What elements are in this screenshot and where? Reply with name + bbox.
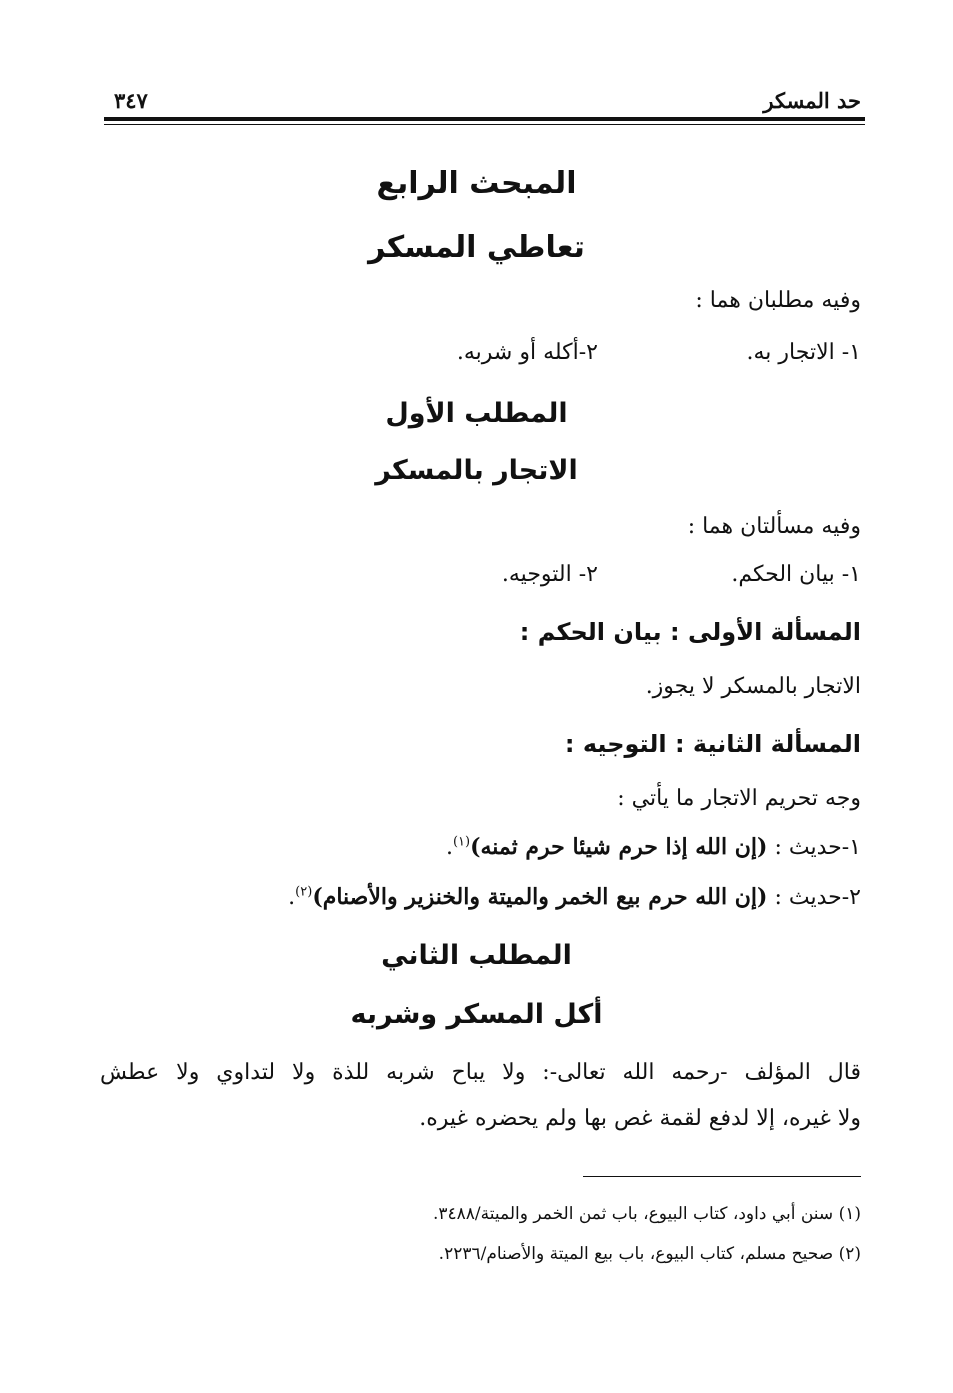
matlab-2-title: المطلب الثاني — [381, 940, 572, 971]
running-header — [108, 88, 861, 114]
matlab-1-intro: وفيه مسألتان هما : — [687, 514, 861, 539]
intro-item-2: ٢-أكله أو شربه. — [456, 340, 598, 365]
hadith-2-text: (إن الله حرم بيع الخمر والميتة والخنزير والأصنام) — [312, 884, 768, 910]
footnote-1: (١) سنن أبي داود، كتاب البيوع، باب ثمن الخمر والميتة/٣٤٨٨. — [432, 1204, 861, 1224]
section-subtitle: تعاطي المسكر — [368, 230, 585, 265]
running-title: حد المسكر — [763, 88, 861, 113]
paragraph-line-2: ولا غيره، إلا لدفع لقمة غص بها ولم يحضره غيره. — [419, 1106, 861, 1131]
hadith-2: ٢-حديث : (إن الله حرم بيع الخمر والميتة والخنزير والأصنام)$^{(٢)}$. — [288, 884, 861, 910]
masala-2-heading: المسألة الثانية : التوجيه : — [564, 730, 861, 758]
matlab-2-paragraph — [100, 1050, 861, 1142]
matlab-1-item-1: ١- بيان الحكم. — [731, 562, 861, 587]
intro-item-1: ١- الاتجار به. — [746, 340, 861, 365]
header-rule-thick — [104, 117, 865, 121]
matlab-1-subtitle: الاتجار بالمسكر — [375, 455, 578, 486]
footnote-2: (٢) صحيح مسلم، كتاب البيوع، باب بيع الميتة والأصنام/٢٢٣٦. — [438, 1244, 861, 1264]
matlab-1-item-2: ٢- التوجيه. — [501, 562, 598, 587]
masala-1-heading: المسألة الأولى : بيان الحكم : — [519, 618, 861, 646]
matlab-1-title: المطلب الأول — [385, 398, 568, 429]
masala-1-text: الاتجار بالمسكر لا يجوز. — [645, 674, 861, 699]
footnote-separator — [583, 1176, 861, 1177]
section-title: المبحث الرابع — [376, 166, 577, 201]
hadith-2-prefix: ٢-حديث : — [767, 885, 861, 910]
footnote-ref-1[interactable]: (١) — [452, 834, 471, 850]
hadith-1-prefix: ١-حديث : — [767, 835, 861, 860]
hadith-1: ١-حديث : (إن الله إذا حرم شيئا حرم ثمنه)$^{(١)}$. — [445, 834, 861, 860]
paragraph-line-1: قال المؤلف -رحمه الله تعالى-: ولا يباح شربه للذة ولا لتداوي ولا عطش — [100, 1060, 861, 1085]
header-rule-thin — [104, 124, 865, 125]
page-number: ٣٤٧ — [114, 88, 148, 113]
masala-2-intro: وجه تحريم الاتجار ما يأتي : — [617, 786, 861, 811]
intro-text: وفيه مطلبان هما : — [695, 288, 861, 313]
footnote-ref-2[interactable]: (٢) — [295, 884, 313, 900]
matlab-2-subtitle: أكل المسكر وشربه — [350, 999, 603, 1030]
hadith-1-text: (إن الله إذا حرم شيئا حرم ثمنه) — [470, 834, 768, 860]
